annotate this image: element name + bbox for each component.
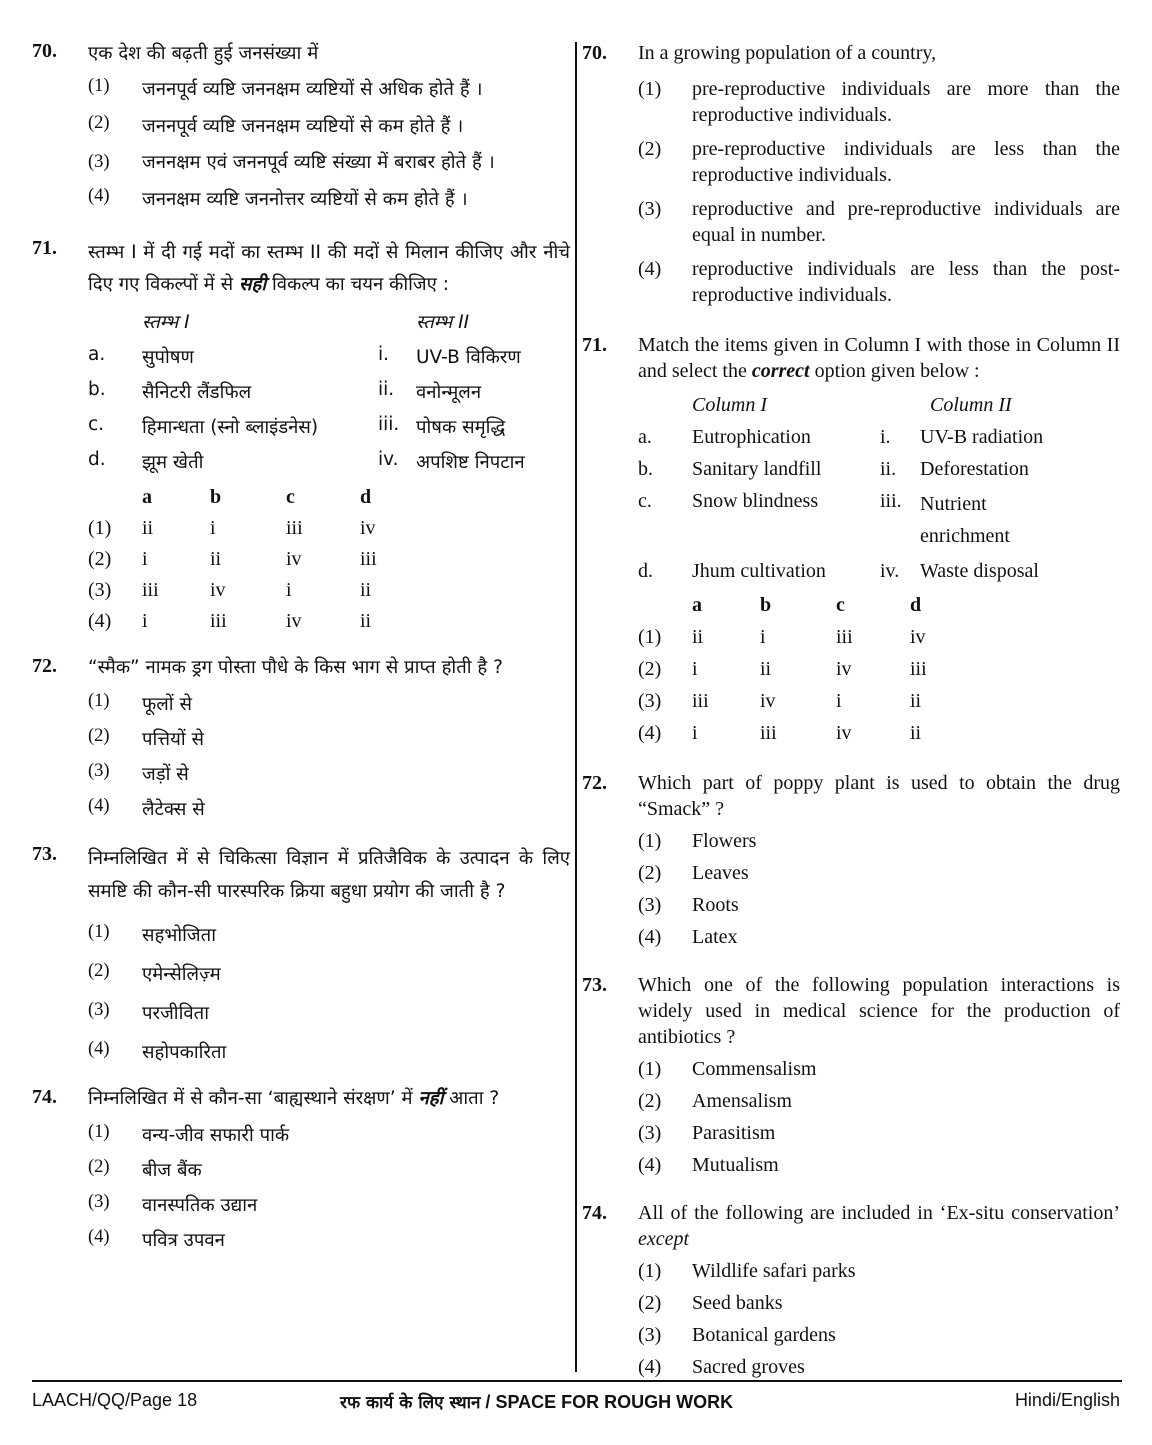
answer-cell: iii [760,722,777,744]
option-text: फूलों से [142,694,192,716]
option [88,1227,570,1252]
answer-cell: i [836,690,842,712]
option-text: जननपूर्व व्यष्टि जननक्षम व्यष्टियों से कम होते हैं । [142,115,464,137]
option-number: (3) [638,1122,662,1144]
column-1-heading: स्तम्भ I [142,312,190,334]
row-letter: c. [88,414,105,436]
answer-head: b [760,594,772,616]
row-numeral: iv. [378,449,399,471]
emphasis-word: except [638,1228,690,1250]
footer-page-code: LAACH/QQ/Page 18 [32,1390,198,1410]
option [88,796,570,821]
answer-cell: iii [836,626,853,648]
column-2-item: अपशिष्ट निपटान [416,452,525,474]
answer-cell: iii [692,690,709,712]
answer-cell: i [692,722,698,744]
option-number: (1) [638,1058,662,1080]
option-number: (1) [88,517,112,540]
option [88,761,570,786]
question-text [638,1200,1120,1252]
answer-cell: ii [760,658,772,680]
option-number: (2) [88,726,110,747]
question-text [88,237,570,302]
question-number: 71. [582,334,607,356]
option [638,136,1120,188]
column-2-item: UV-B विकिरण [416,347,521,369]
option-number: (4) [638,926,662,948]
match-table [638,392,1120,584]
question-74-hindi [32,1086,570,1252]
option-text: जननक्षम व्यष्टि जननोत्तर व्यष्टियों से कम होते हैं । [142,188,468,210]
option-number: (1) [88,75,110,96]
option-number: (1) [638,1260,662,1282]
answer-cell: i [760,626,766,648]
answer-cell: i [210,517,216,540]
option-text: Leaves [692,862,749,884]
hindi-column [32,40,570,1252]
answer-cell: ii [360,610,372,633]
answer-cell: iii [210,610,227,633]
question-text-part: Match the items given in Column I with those in Column II and select the [638,334,1120,382]
english-column [582,40,1120,1380]
option [638,196,1120,248]
question-73-english [582,972,1120,1178]
column-1-heading: Column I [692,394,767,416]
column-2-item: Waste disposal [920,560,1039,582]
option-number: (3) [88,761,110,782]
option-number: (4) [638,1356,662,1378]
question-73-hindi [32,843,570,1064]
option-text: Wildlife safari parks [692,1260,856,1282]
option-number: (2) [638,1292,662,1314]
option [88,1192,570,1217]
option-number: (4) [88,1039,110,1060]
option-number: (2) [88,548,112,571]
option-number: (3) [638,198,662,220]
row-numeral: iv. [880,560,900,582]
option [638,828,1120,854]
option-number: (3) [88,1191,110,1212]
option-number: (4) [88,610,112,633]
option-number: (4) [638,258,662,280]
question-number: 73. [32,843,57,866]
option-number: (2) [638,138,662,160]
option-number: (1) [88,922,110,943]
option-text: लैटेक्स से [142,799,205,821]
option-text: Roots [692,894,739,916]
question-number: 73. [582,974,607,996]
answer-cell: iv [286,610,302,633]
option [638,1088,1120,1114]
option-number: (1) [638,626,662,648]
emphasis-word: correct [751,360,810,382]
row-letter: d. [638,560,653,582]
answer-cell: iv [360,517,376,540]
option [88,691,570,716]
column-2-item: UV-B radiation [920,426,1044,448]
option [88,726,570,751]
option-number: (1) [88,691,110,712]
option-text: सहोपकारिता [142,1042,227,1064]
answer-cell: ii [692,626,704,648]
answer-cell: iv [910,626,926,648]
question-number: 72. [32,655,57,678]
question-number: 71. [32,236,57,259]
option-text: Botanical gardens [692,1324,836,1346]
option-text: सहभोजिता [142,925,216,947]
answer-cell: iv [286,548,302,571]
option-number: (4) [638,1154,662,1176]
option [88,186,570,211]
question-number: 72. [582,772,607,794]
answer-head: d [910,594,922,616]
question-text: निम्नलिखित में से चिकित्सा विज्ञान में प्रतिजैविक के उत्पादन के लिए समष्टि की कौन-सी पारस्परिक क्रिया बहुधा प्रयोग की जाती है ? [88,848,570,902]
option-text: pre-reproductive individuals are more than the reproductive individuals. [692,78,1120,126]
answer-cell: iv [836,722,852,744]
option-text: परजीविता [142,1003,210,1025]
question-text-part: निम्नलिखित में से कौन-सा ‘बाह्यस्थाने संरक्षण’ में [88,1088,419,1110]
column-1-item: झूम खेती [142,452,204,474]
option [638,1258,1120,1284]
question-text: In a growing population of a country, [638,42,937,64]
column-2-item: पोषक समृद्धि [416,417,506,439]
option-number: (2) [88,1156,110,1177]
answer-cell: iii [142,579,159,602]
answer-cell: iv [210,579,226,602]
question-number: 74. [32,1086,57,1109]
question-text-part: All of the following are included in ‘Ex-situ conservation’ [638,1202,1120,1224]
question-72-english [582,770,1120,950]
answer-cell: ii [910,690,922,712]
option [88,1122,570,1147]
column-2-heading: Column II [930,394,1012,416]
column-2-item: Deforestation [920,458,1029,480]
column-1-item: Snow blindness [692,490,819,512]
option-text: जननक्षम एवं जननपूर्व व्यष्टि संख्या में बराबर होते हैं । [142,151,495,173]
option [88,113,570,138]
option-number: (4) [88,796,110,817]
question-text-part: स्तम्भ I में दी गई मदों का स्तम्भ II की मदों से मिलान कीजिए और नीचे दिए गए विकल्पों में से [88,241,570,296]
question-text-part: option given below : [809,360,980,382]
option-number: (1) [88,1121,110,1142]
option [638,1290,1120,1316]
question-72-hindi [32,655,570,821]
question-74-english [582,1200,1120,1380]
option-text: वानस्पतिक उद्यान [142,1194,258,1216]
column-1-item: Sanitary landfill [692,458,822,480]
option [88,1157,570,1182]
option-text: पत्तियों से [142,729,204,751]
footer-rough-work-note [340,1390,733,1413]
answer-head: d [360,486,372,509]
option-number: (2) [88,961,110,982]
option-text: वन्य-जीव सफारी पार्क [142,1124,290,1146]
column-1-item: सैनिटरी लैंडफिल [142,382,252,404]
option-text: बीज बैंक [142,1159,202,1181]
row-numeral: iii. [378,414,400,436]
question-text: Which one of the following population interactions is widely used in medical science for the production of antibiotics ? [638,974,1120,1048]
answer-grid [88,486,570,633]
question-number: 70. [582,42,607,64]
question-text: एक देश की बढ़ती हुई जनसंख्या में [88,43,319,64]
row-letter: a. [638,426,652,448]
answer-cell: ii [142,517,154,540]
row-letter: a. [88,344,106,366]
option [638,76,1120,128]
option-number: (2) [638,658,662,680]
row-letter: c. [638,490,652,512]
option [88,150,570,176]
answer-head: c [836,594,845,616]
answer-cell: ii [360,579,372,602]
row-numeral: i. [378,344,390,366]
question-text [88,1086,570,1112]
answer-cell: iv [760,690,776,712]
option-number: (2) [638,862,662,884]
option-text: reproductive individuals are less than the post-reproductive individuals. [692,258,1120,306]
option-number: (1) [638,78,662,100]
option-number: (3) [638,1324,662,1346]
option [638,892,1120,918]
row-numeral: iii. [880,490,902,512]
question-text-part: आता ? [443,1088,500,1110]
question-71-hindi [32,237,570,634]
column-1-item: Jhum cultivation [692,560,826,582]
option-text: Seed banks [692,1292,783,1314]
option-text: Mutualism [692,1154,779,1176]
answer-cell: iii [360,548,377,571]
answer-head: a [692,594,702,616]
row-numeral: i. [880,426,891,448]
option [88,76,570,101]
option-text: Sacred groves [692,1356,805,1378]
footer-rule [32,1380,1122,1382]
answer-cell: iii [910,658,927,680]
answer-cell: iii [286,517,303,540]
column-1-item: हिमान्धता (स्नो ब्लाइंडनेस) [142,417,319,439]
row-letter: d. [88,449,106,471]
option-number: (1) [638,830,662,852]
column-1-item: सुपोषण [142,347,194,369]
row-numeral: ii. [378,379,395,401]
option-text: Parasitism [692,1122,776,1144]
option-number: (3) [88,151,110,172]
answer-cell: iv [836,658,852,680]
question-70-hindi [32,40,570,211]
footer-languages: Hindi/English [1014,1390,1120,1410]
option-number: (2) [88,112,110,133]
option [638,1322,1120,1348]
option-text: Flowers [692,830,757,852]
answer-cell: i [142,610,148,633]
question-70-english [582,40,1120,308]
option [88,1000,570,1025]
answer-cell: i [692,658,698,680]
answer-cell: ii [910,722,922,744]
question-text-part: विकल्प का चयन कीजिए : [266,274,449,296]
option [638,924,1120,950]
option-number: (3) [638,690,662,712]
option-text: reproductive and pre-reproductive individuals are equal in number. [692,198,1120,246]
option-text: जड़ों से [142,764,189,786]
option [88,961,570,986]
option-number: (3) [88,579,112,602]
column-2-heading: स्तम्भ II [416,312,470,334]
column-divider [575,42,577,1372]
row-letter: b. [88,379,106,401]
emphasis-word: नहीं [418,1088,444,1110]
option-number: (4) [88,1226,110,1247]
option-text: pre-reproductive individuals are less than the reproductive individuals. [692,138,1120,186]
question-text: Which part of poppy plant is used to obtain the drug “Smack” ? [638,772,1120,820]
answer-head: b [210,486,222,509]
option [638,1056,1120,1082]
option-number: (3) [88,1000,110,1021]
column-2-item: वनोन्मूलन [416,382,482,404]
row-letter: b. [638,458,653,480]
question-text: “स्मैक” नामक ड्रग पोस्ता पौधे के किस भाग से प्राप्त होती है ? [88,657,503,679]
answer-cell: i [142,548,148,571]
option-text: जननपूर्व व्यष्टि जननक्षम व्यष्टियों से अधिक होते हैं । [142,78,483,100]
option [638,1152,1120,1178]
rough-work-english: SPACE FOR ROUGH WORK [495,1392,734,1412]
option-number: (3) [638,894,662,916]
option-number: (2) [638,1090,662,1112]
option [638,1354,1120,1380]
option-number: (4) [638,722,662,744]
column-2-item: Nutrient enrichment [920,493,1010,547]
column-1-item: Eutrophication [692,426,811,448]
option [88,922,570,947]
question-71-english [582,332,1120,746]
question-number: 70. [32,40,57,62]
option-text: Commensalism [692,1058,817,1080]
option-text: Latex [692,926,738,948]
emphasis-word: सही [239,274,267,296]
option-text: Amensalism [692,1090,792,1112]
match-table [88,309,570,474]
option [88,1039,570,1064]
option-text: पवित्र उपवन [142,1229,225,1251]
row-numeral: ii. [880,458,897,480]
answer-cell: ii [210,548,222,571]
answer-grid [638,592,1120,746]
question-number: 74. [582,1202,607,1224]
option-text: एमेन्सेलिज़्म [142,964,221,986]
option [638,256,1120,308]
option [638,860,1120,886]
answer-cell: i [286,579,292,602]
rough-work-separator: / [480,1392,496,1412]
answer-head: a [142,486,152,509]
option [638,1120,1120,1146]
question-text [638,332,1120,384]
answer-head: c [286,486,295,509]
rough-work-hindi: रफ कार्य के लिए स्थान [340,1393,481,1413]
option-number: (4) [88,185,110,206]
